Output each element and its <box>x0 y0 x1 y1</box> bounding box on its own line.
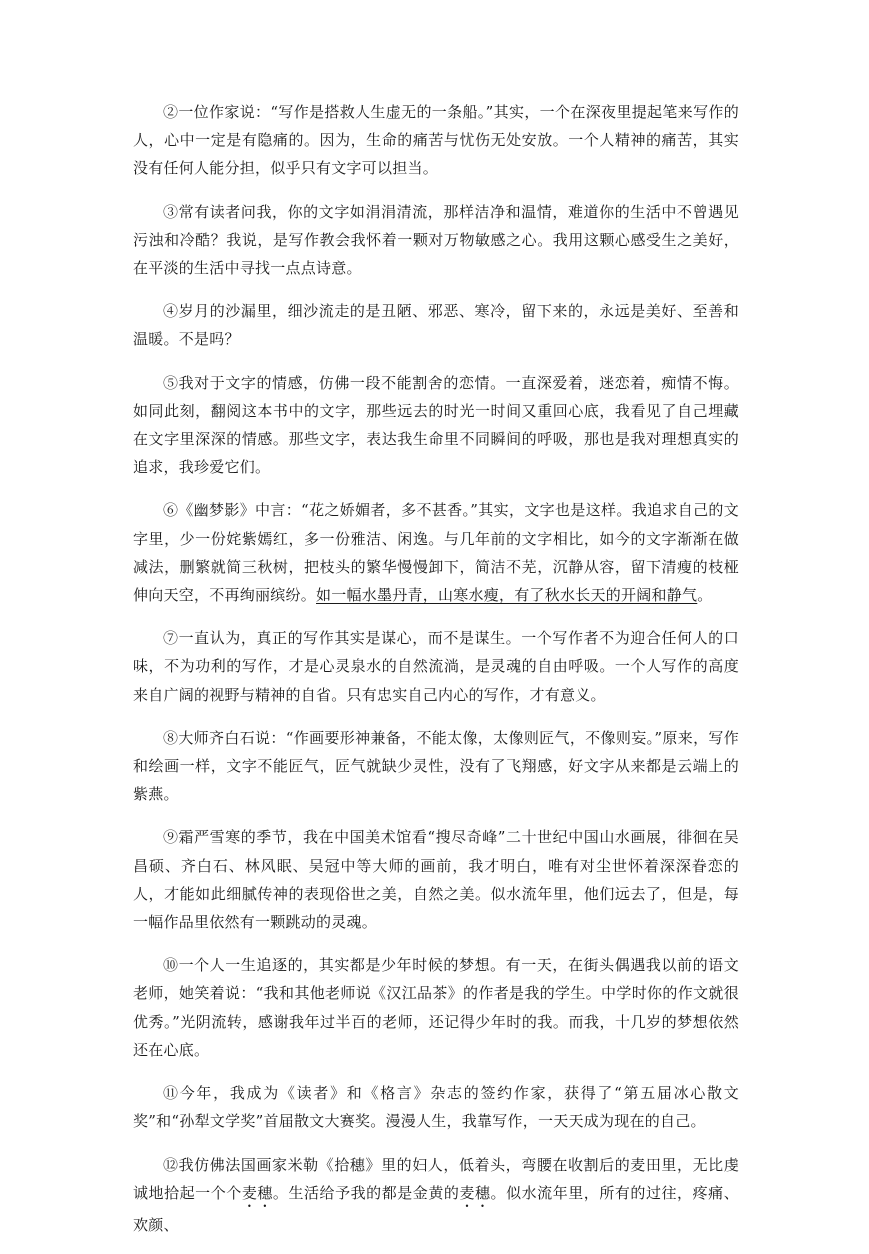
emphasized-word-maisui-1: 麦穗 <box>241 1183 273 1202</box>
paragraph-2: ②一位作家说：“写作是搭救人生虚无的一条船。”其实，一个在深夜里提起笔来写作的人，心中一定是有隐痛的。因为，生命的痛苦与忧伤无处安放。一个人精神的痛苦，其实没有任何人能分担，似乎只有文字可以担当。 <box>133 103 739 178</box>
paragraph-7: ⑦一直认为，真正的写作其实是谋心，而不是谋生。一个写作者不为迎合任何人的口味，不为功利的写作，才是心灵泉水的自然流淌，是灵魂的自由呼吸。一个人写作的高度来自广阔的视野与精神的自省。只有忠实自己内心的写作，才有意义。 <box>133 629 739 704</box>
paragraph-6-end: 。 <box>697 586 713 605</box>
paragraph-4: ④岁月的沙漏里，细沙流走的是丑陋、邪恶、寒冷，留下来的，永远是美好、至善和温暖。不是吗？ <box>133 302 739 349</box>
paragraph-12-part-1: ⑫我仿佛法国画家米勒《拾穗》里的妇人，低着头，弯腰在收割后的麦田里，无比虔诚地拾起一个个 <box>133 1155 739 1202</box>
paragraph-12-part-3: 。似水流年里，所有的过往，疼痛、欢颜、 <box>133 1183 739 1234</box>
paragraph-11: ⑪今年，我成为《读者》和《格言》杂志的签约作家，获得了“第五届冰心散文奖”和“孙犁文学奖”首届散文大赛奖。漫漫人生，我靠写作，一天天成为现在的自己。 <box>133 1084 739 1131</box>
underlined-sentence: 如一幅水墨丹青，山寒水瘦，有了秋水长天的开阔和静气 <box>316 586 698 605</box>
paragraph-12-part-2: 。生活给予我的都是金黄的 <box>272 1183 460 1202</box>
paragraph-12 <box>133 1151 739 1239</box>
article-body <box>133 98 739 1254</box>
paragraph-10: ⑩一个人一生追逐的，其实都是少年时候的梦想。有一天，在街头偶遇我以前的语文老师，她笑着说：“我和其他老师说《汉江品茶》的作者是我的学生。中学时你的作文就很优秀。”光阴流转，感谢我年过半百的老师，还记得少年时的我。而我，十几岁的梦想依然还在心底。 <box>133 956 739 1059</box>
emphasized-word-maisui-2: 麦穗 <box>459 1183 491 1202</box>
paragraph-6-text: ⑥《幽梦影》中言：“花之娇媚者，多不甚香。”其实，文字也是这样。我追求自己的文字里，少一份姹紫嫣红，多一份雅洁、闲逸。与几年前的文字相比，如今的文字渐渐在做减法，删繁就简三秋树，把枝头的繁华慢慢卸下，简洁不芜，沉静从容，留下清瘦的枝桠伸向天空，不再绚丽缤纷。 <box>133 501 739 605</box>
paragraph-8: ⑧大师齐白石说：“作画要形神兼备，不能太像，太像则匠气，不像则妄。”原来，写作和绘画一样，文字不能匠气，匠气就缺少灵性，没有了飞翔感，好文字从来都是云端上的紫燕。 <box>133 728 739 804</box>
paragraph-5: ⑤我对于文字的情感，仿佛一段不能割舍的恋情。一直深爱着，迷恋着，痴情不悔。如同此刻，翻阅这本书中的文字，那些远去的时光一时间又重回心底，我看见了自己埋藏在文字里深深的情感。那些文字，表达我生命里不同瞬间的呼吸，那也是我对理想真实的追求，我珍爱它们。 <box>133 373 739 477</box>
paragraph-3: ③常有读者问我，你的文字如涓涓清流，那样洁净和温情，难道你的生活中不曾遇见污浊和冷酷？我说，是写作教会我怀着一颗对万物敏感之心。我用这颗心感受生之美好，在平淡的生活中寻找一点点诗意。 <box>133 202 739 278</box>
paragraph-9: ⑨霜严雪寒的季节，我在中国美术馆看“搜尽奇峰”二十世纪中国山水画展，徘徊在吴昌硕、齐白石、林风眠、吴冠中等大师的画前，我才明白，唯有对尘世怀着深深眷恋的人，才能如此细腻传神的表现俗世之美，自然之美。似水流年里，他们远去了，但是，每一幅作品里依然有一颗跳动的灵魂。 <box>133 828 739 932</box>
paragraph-6 <box>133 496 739 609</box>
